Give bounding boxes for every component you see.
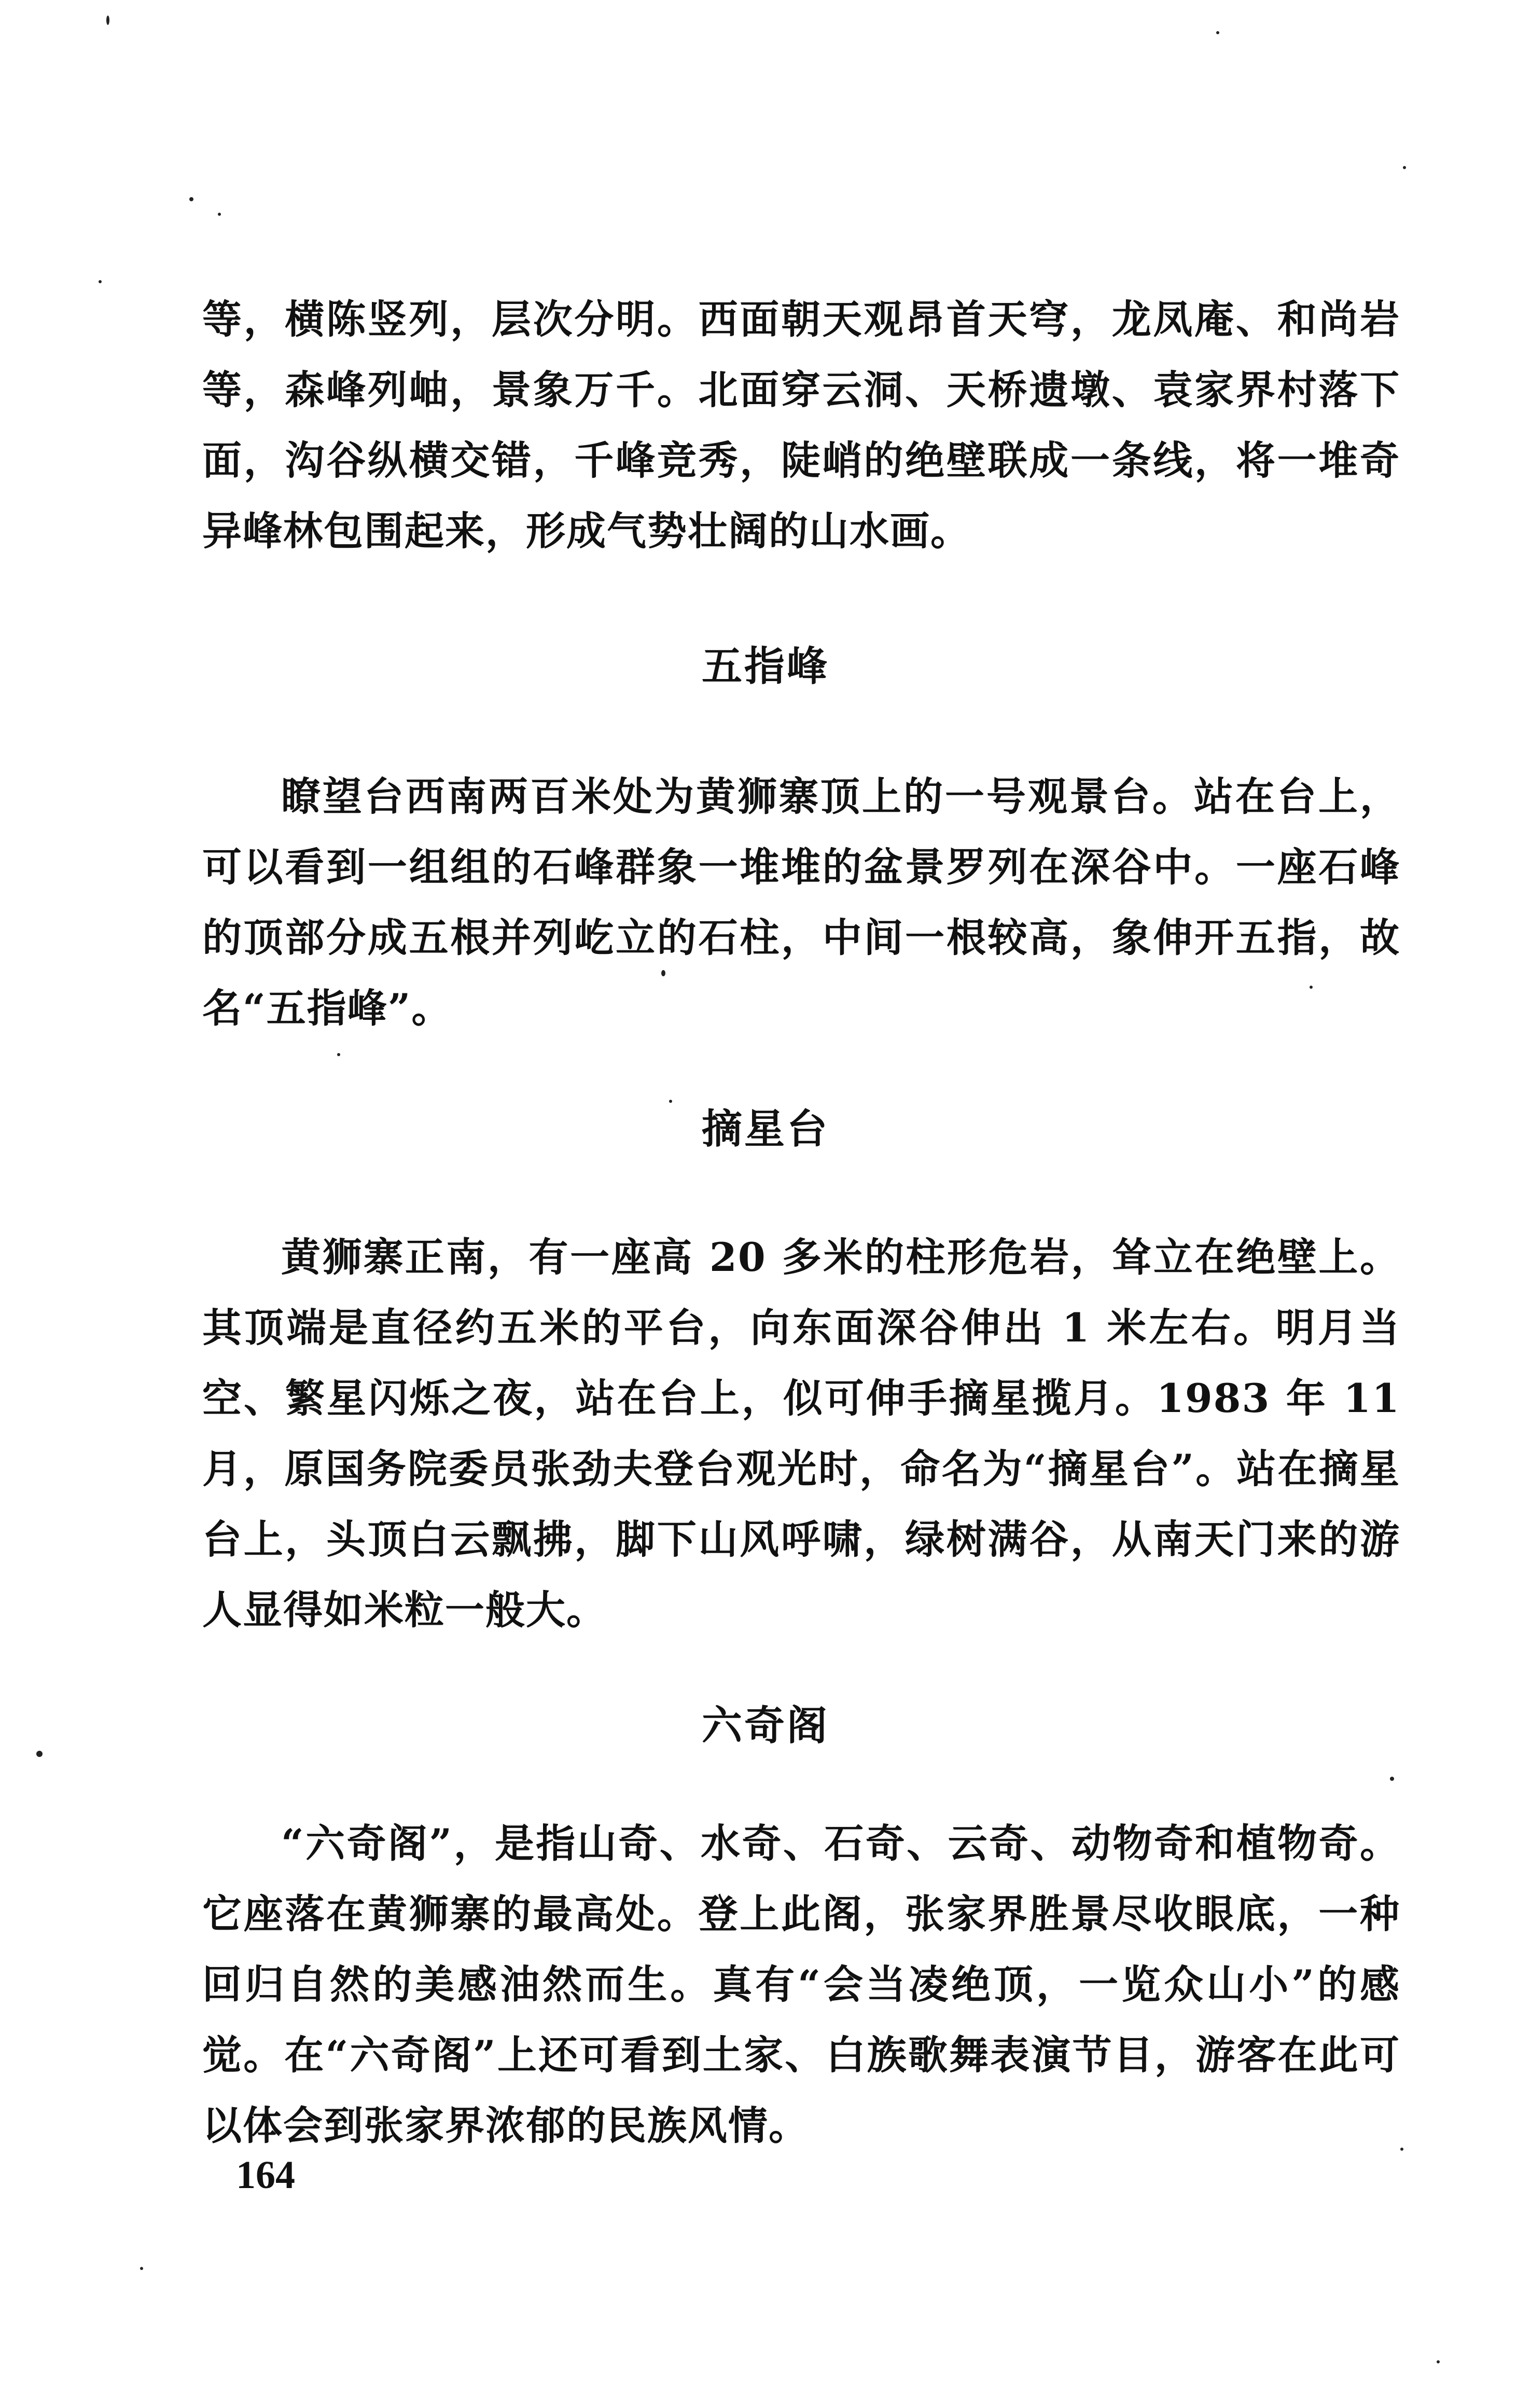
liuqige-paragraph: “六奇阁”，是指山奇、水奇、石奇、云奇、动物奇和植物奇。它座落在黄狮寨的最高处。登上此阁，张家界胜景尽收眼底，一种回归自然的美感油然而生。真有“会当凌绝顶，一览众山小”的感觉。在“六奇阁”上还可看到土家、白族歌舞表演节目，游客在此可以体会到张家界浓郁的民族风情。 (202, 1820, 1400, 2149)
scan-speck (669, 1100, 672, 1103)
section-heading-liuqige: 六奇阁 (701, 1702, 829, 1749)
page-number: 164 (236, 2153, 295, 2197)
scan-speck (36, 1751, 43, 1757)
wuzhifeng-paragraph: 瞭望台西南两百米处为黄狮寨顶上的一号观景台。站在台上，可以看到一组组的石峰群象一堆堆的盆景罗列在深谷中。一座石峰的顶部分成五根并列屹立的石柱，中间一根较高，象伸开五指，故名“五指峰”。 (202, 773, 1400, 1031)
scan-speck (99, 280, 102, 283)
scan-speck (1310, 986, 1313, 989)
scan-speck (1216, 31, 1219, 34)
scan-speck (218, 213, 221, 216)
scan-speck (1400, 2148, 1403, 2151)
zhaixingtai-paragraph: 黄狮寨正南，有一座高 20 多米的柱形危岩，耸立在绝壁上。其顶端是直径约五米的平台，向东面深谷伸出 1 米左右。明月当空、繁星闪烁之夜，站在台上，似可伸手摘星揽月。1983 年 11 月，原国务院委员张劲夫登台观光时，命名为“摘星台”。站在摘星台上，头顶白云飘拂，脚下山风呼啸，绿树满谷，从南天门来的游人显得如米粒一般大。 (202, 1234, 1400, 1633)
intro-paragraph: 等，横陈竖列，层次分明。西面朝天观昂首天穹，龙凤庵、和尚岩等，森峰列岫，景象万千。北面穿云洞、天桥遗墩、袁家界村落下面，沟谷纵横交错，千峰竞秀，陡峭的绝壁联成一条线，将一堆奇异峰林包围起来，形成气势壮阔的山水画。 (202, 296, 1400, 554)
scan-speck (1390, 1777, 1394, 1781)
scan-speck (106, 16, 109, 25)
scan-speck (140, 2267, 143, 2270)
scan-speck (1437, 2360, 1440, 2363)
scan-speck (1403, 166, 1406, 169)
section-heading-zhaixingtai: 摘星台 (701, 1105, 829, 1153)
scan-speck (661, 970, 665, 976)
section-heading-wuzhifeng: 五指峰 (701, 643, 829, 690)
scan-speck (189, 197, 193, 201)
scan-speck (337, 1053, 340, 1056)
